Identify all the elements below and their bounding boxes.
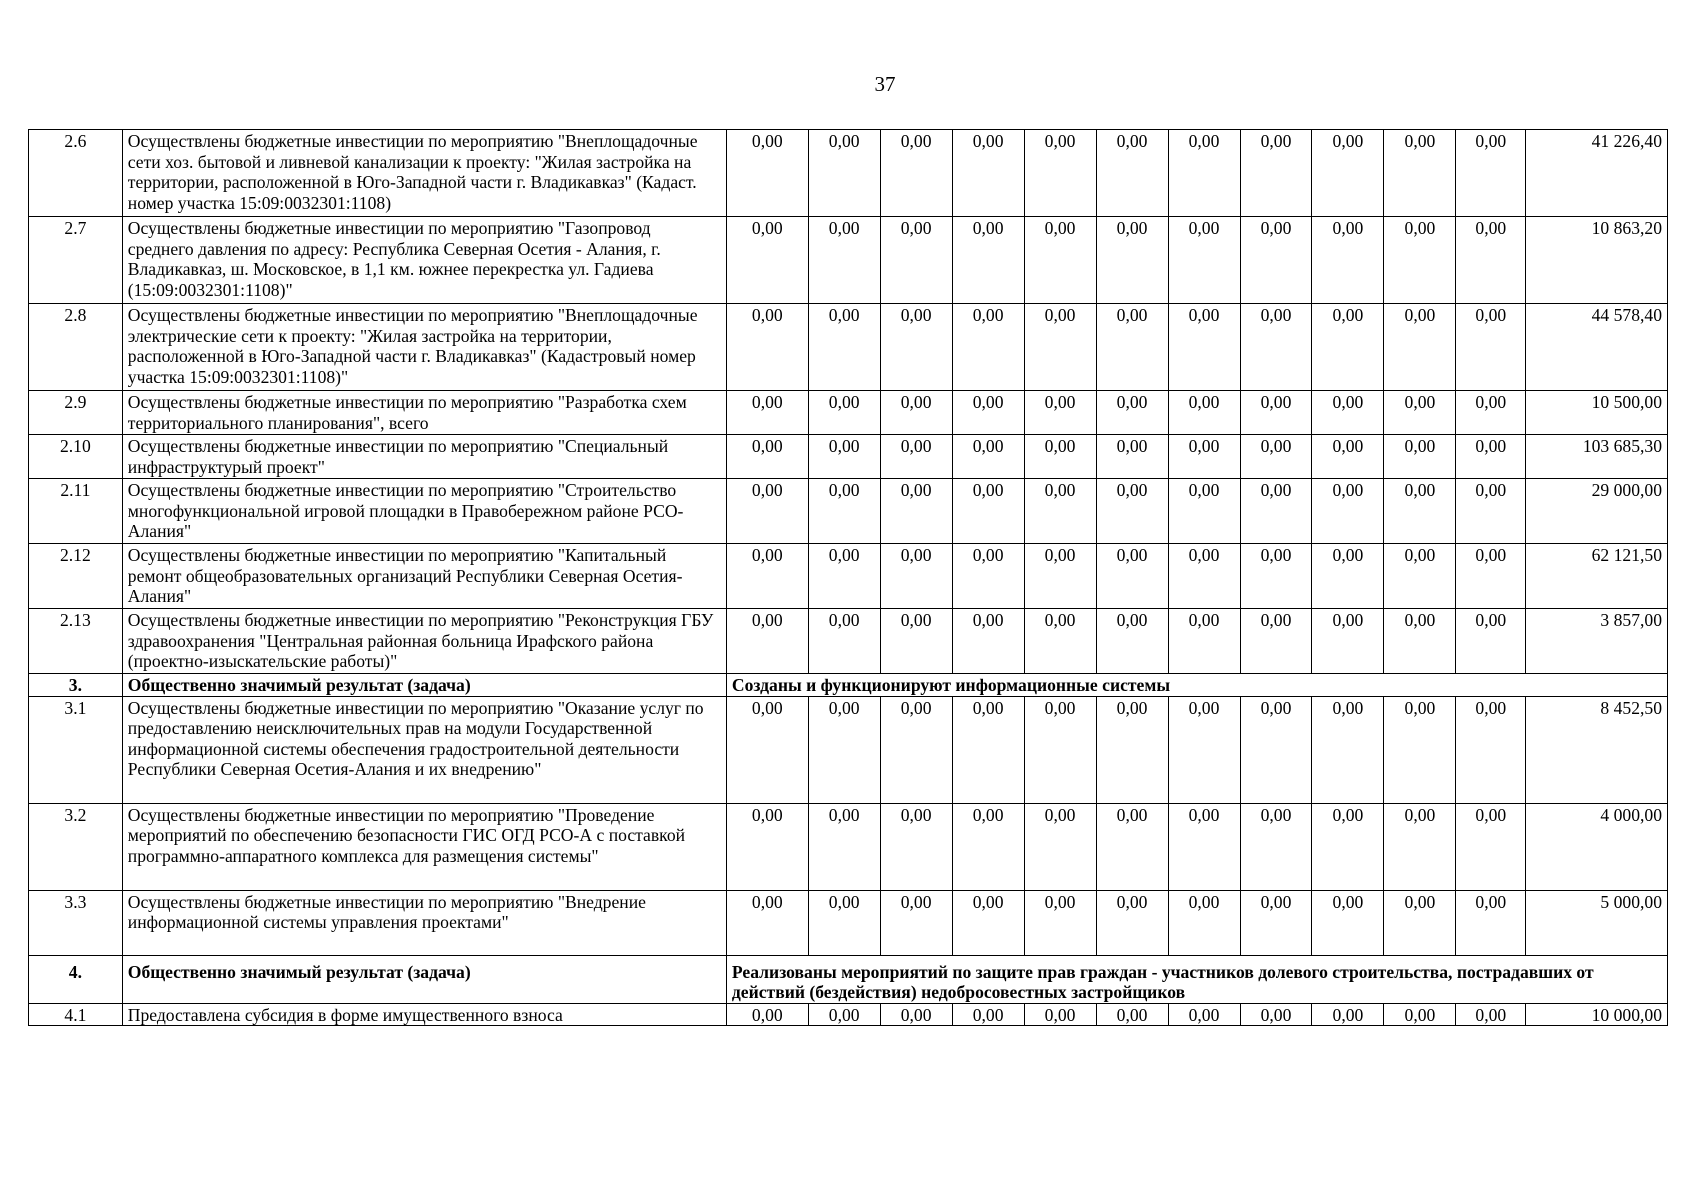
value-cell: 0,00 <box>1240 435 1312 479</box>
value-cell: 0,00 <box>952 130 1024 217</box>
table-row <box>29 479 1668 544</box>
value-cell: 0,00 <box>726 1003 808 1026</box>
section-number: 4. <box>29 955 123 1003</box>
value-cell: 0,00 <box>1168 304 1240 391</box>
value-cell: 0,00 <box>808 1003 880 1026</box>
value-cell: 0,00 <box>1096 130 1168 217</box>
value-cell: 0,00 <box>726 130 808 217</box>
value-cell: 0,00 <box>1384 696 1456 803</box>
value-cell: 0,00 <box>1168 479 1240 544</box>
value-cell: 0,00 <box>1096 544 1168 609</box>
row-description: Осуществлены бюджетные инвестиции по мероприятию "Специальный инфраструктурый проект" <box>122 435 726 479</box>
value-cell: 0,00 <box>1096 1003 1168 1026</box>
total-cell: 29 000,00 <box>1526 479 1668 544</box>
value-cell: 0,00 <box>952 304 1024 391</box>
row-description: Предоставлена субсидия в форме имущественного взноса <box>122 1003 726 1026</box>
value-cell: 0,00 <box>1456 1003 1526 1026</box>
total-cell: 44 578,40 <box>1526 304 1668 391</box>
row-number: 2.13 <box>29 609 123 674</box>
section-label: Общественно значимый результат (задача) <box>122 955 726 1003</box>
value-cell: 0,00 <box>880 304 952 391</box>
value-cell: 0,00 <box>726 435 808 479</box>
value-cell: 0,00 <box>726 696 808 803</box>
value-cell: 0,00 <box>1312 479 1384 544</box>
value-cell: 0,00 <box>1168 435 1240 479</box>
table-body <box>29 130 1668 1026</box>
value-cell: 0,00 <box>1024 544 1096 609</box>
value-cell: 0,00 <box>1240 391 1312 435</box>
row-number: 3.2 <box>29 803 123 890</box>
value-cell: 0,00 <box>1096 803 1168 890</box>
value-cell: 0,00 <box>880 217 952 304</box>
value-cell: 0,00 <box>1384 391 1456 435</box>
value-cell: 0,00 <box>1096 479 1168 544</box>
value-cell: 0,00 <box>1024 890 1096 955</box>
value-cell: 0,00 <box>1096 435 1168 479</box>
section-row <box>29 955 1668 1003</box>
row-number: 3.1 <box>29 696 123 803</box>
value-cell: 0,00 <box>880 435 952 479</box>
value-cell: 0,00 <box>726 544 808 609</box>
value-cell: 0,00 <box>880 479 952 544</box>
value-cell: 0,00 <box>1312 609 1384 674</box>
table-row <box>29 130 1668 217</box>
total-cell: 8 452,50 <box>1526 696 1668 803</box>
value-cell: 0,00 <box>808 479 880 544</box>
value-cell: 0,00 <box>952 890 1024 955</box>
value-cell: 0,00 <box>1456 130 1526 217</box>
value-cell: 0,00 <box>1384 304 1456 391</box>
value-cell: 0,00 <box>880 696 952 803</box>
value-cell: 0,00 <box>1384 479 1456 544</box>
value-cell: 0,00 <box>880 391 952 435</box>
value-cell: 0,00 <box>1024 435 1096 479</box>
value-cell: 0,00 <box>1312 803 1384 890</box>
total-cell: 10 000,00 <box>1526 1003 1668 1026</box>
value-cell: 0,00 <box>1024 609 1096 674</box>
row-number: 2.7 <box>29 217 123 304</box>
table-row <box>29 435 1668 479</box>
value-cell: 0,00 <box>952 479 1024 544</box>
value-cell: 0,00 <box>1240 479 1312 544</box>
row-number: 2.12 <box>29 544 123 609</box>
row-description: Осуществлены бюджетные инвестиции по мероприятию "Оказание услуг по предоставлению неисключительных прав на модули Государственной информационной системы обеспечения градостроительной деятельности Республики Северная Осетия-Алания и их внедрению" <box>122 696 726 803</box>
value-cell: 0,00 <box>1312 130 1384 217</box>
row-description: Осуществлены бюджетные инвестиции по мероприятию "Газопровод среднего давления по адресу: Республика Северная Осетия - Алания, г. Владикавказ, ш. Московское, в 1,1 км. южнее перекрестка ул. Гадиева (15:09:0032301:1108)" <box>122 217 726 304</box>
value-cell: 0,00 <box>1456 696 1526 803</box>
table-row <box>29 391 1668 435</box>
value-cell: 0,00 <box>1024 1003 1096 1026</box>
value-cell: 0,00 <box>1240 890 1312 955</box>
value-cell: 0,00 <box>726 890 808 955</box>
row-description: Осуществлены бюджетные инвестиции по мероприятию "Внеплощадочные сети хоз. бытовой и ливневой канализации к проекту: "Жилая застройка на территории, расположенной в Юго-Западной части г. Владикавказ" (Кадаст. номер участка 15:09:0032301:1108) <box>122 130 726 217</box>
value-cell: 0,00 <box>726 217 808 304</box>
page-number: 37 <box>874 72 896 96</box>
section-row <box>29 674 1668 697</box>
value-cell: 0,00 <box>1168 1003 1240 1026</box>
value-cell: 0,00 <box>952 217 1024 304</box>
value-cell: 0,00 <box>880 609 952 674</box>
value-cell: 0,00 <box>1456 391 1526 435</box>
value-cell: 0,00 <box>808 391 880 435</box>
value-cell: 0,00 <box>808 217 880 304</box>
value-cell: 0,00 <box>1168 130 1240 217</box>
value-cell: 0,00 <box>726 304 808 391</box>
table-row <box>29 217 1668 304</box>
value-cell: 0,00 <box>952 696 1024 803</box>
value-cell: 0,00 <box>1240 217 1312 304</box>
value-cell: 0,00 <box>726 479 808 544</box>
table-row <box>29 544 1668 609</box>
row-number: 2.9 <box>29 391 123 435</box>
value-cell: 0,00 <box>1096 609 1168 674</box>
value-cell: 0,00 <box>1456 609 1526 674</box>
value-cell: 0,00 <box>952 803 1024 890</box>
value-cell: 0,00 <box>1168 696 1240 803</box>
total-cell: 103 685,30 <box>1526 435 1668 479</box>
total-cell: 3 857,00 <box>1526 609 1668 674</box>
value-cell: 0,00 <box>1168 609 1240 674</box>
value-cell: 0,00 <box>1168 544 1240 609</box>
section-number: 3. <box>29 674 123 697</box>
value-cell: 0,00 <box>726 803 808 890</box>
value-cell: 0,00 <box>1456 217 1526 304</box>
row-description: Осуществлены бюджетные инвестиции по мероприятию "Строительство многофункциональной игровой площадки в Правобережном районе РСО-Алания" <box>122 479 726 544</box>
value-cell: 0,00 <box>808 696 880 803</box>
value-cell: 0,00 <box>1024 696 1096 803</box>
total-cell: 10 863,20 <box>1526 217 1668 304</box>
value-cell: 0,00 <box>726 609 808 674</box>
value-cell: 0,00 <box>1384 217 1456 304</box>
total-cell: 10 500,00 <box>1526 391 1668 435</box>
value-cell: 0,00 <box>1240 696 1312 803</box>
value-cell: 0,00 <box>880 130 952 217</box>
value-cell: 0,00 <box>1312 391 1384 435</box>
row-description: Осуществлены бюджетные инвестиции по мероприятию "Проведение мероприятий по обеспечению безопасности ГИС ОГД РСО-А с поставкой программно-аппаратного комплекса для размещения системы" <box>122 803 726 890</box>
section-label: Общественно значимый результат (задача) <box>122 674 726 697</box>
value-cell: 0,00 <box>1096 696 1168 803</box>
value-cell: 0,00 <box>808 130 880 217</box>
value-cell: 0,00 <box>880 544 952 609</box>
value-cell: 0,00 <box>1384 890 1456 955</box>
value-cell: 0,00 <box>1240 803 1312 890</box>
table-row <box>29 609 1668 674</box>
value-cell: 0,00 <box>1096 890 1168 955</box>
value-cell: 0,00 <box>1168 391 1240 435</box>
row-number: 3.3 <box>29 890 123 955</box>
row-description: Осуществлены бюджетные инвестиции по мероприятию "Разработка схем территориального планирования", всего <box>122 391 726 435</box>
value-cell: 0,00 <box>952 391 1024 435</box>
budget-table <box>28 129 1668 1026</box>
value-cell: 0,00 <box>808 890 880 955</box>
value-cell: 0,00 <box>1240 609 1312 674</box>
table-row <box>29 890 1668 955</box>
total-cell: 62 121,50 <box>1526 544 1668 609</box>
value-cell: 0,00 <box>1456 304 1526 391</box>
value-cell: 0,00 <box>1312 217 1384 304</box>
value-cell: 0,00 <box>808 609 880 674</box>
value-cell: 0,00 <box>1384 803 1456 890</box>
table-row <box>29 803 1668 890</box>
value-cell: 0,00 <box>1312 544 1384 609</box>
value-cell: 0,00 <box>1456 479 1526 544</box>
value-cell: 0,00 <box>1456 544 1526 609</box>
row-description: Осуществлены бюджетные инвестиции по мероприятию "Капитальный ремонт общеобразовательных организаций Республики Северная Осетия-Алания" <box>122 544 726 609</box>
value-cell: 0,00 <box>1312 435 1384 479</box>
value-cell: 0,00 <box>952 1003 1024 1026</box>
value-cell: 0,00 <box>1456 435 1526 479</box>
row-number: 2.8 <box>29 304 123 391</box>
value-cell: 0,00 <box>1240 544 1312 609</box>
value-cell: 0,00 <box>1024 217 1096 304</box>
row-number: 4.1 <box>29 1003 123 1026</box>
value-cell: 0,00 <box>1312 304 1384 391</box>
value-cell: 0,00 <box>952 544 1024 609</box>
total-cell: 5 000,00 <box>1526 890 1668 955</box>
value-cell: 0,00 <box>1456 803 1526 890</box>
section-description: Реализованы мероприятий по защите прав граждан - участников долевого строительства, пострадавших от действий (бездействия) недобросовестных застройщиков <box>726 955 1667 1003</box>
value-cell: 0,00 <box>1240 1003 1312 1026</box>
value-cell: 0,00 <box>1456 890 1526 955</box>
value-cell: 0,00 <box>808 803 880 890</box>
row-number: 2.6 <box>29 130 123 217</box>
value-cell: 0,00 <box>1384 1003 1456 1026</box>
value-cell: 0,00 <box>1240 304 1312 391</box>
total-cell: 4 000,00 <box>1526 803 1668 890</box>
section-description: Созданы и функционируют информационные системы <box>726 674 1667 697</box>
value-cell: 0,00 <box>1168 803 1240 890</box>
value-cell: 0,00 <box>880 890 952 955</box>
value-cell: 0,00 <box>808 304 880 391</box>
value-cell: 0,00 <box>808 544 880 609</box>
row-description: Осуществлены бюджетные инвестиции по мероприятию "Реконструкция ГБУ здравоохранения "Центральная районная больница Ирафского района (проектно-изыскательские работы)" <box>122 609 726 674</box>
value-cell: 0,00 <box>808 435 880 479</box>
value-cell: 0,00 <box>1312 1003 1384 1026</box>
value-cell: 0,00 <box>1168 890 1240 955</box>
value-cell: 0,00 <box>1384 609 1456 674</box>
value-cell: 0,00 <box>952 435 1024 479</box>
table-row <box>29 304 1668 391</box>
value-cell: 0,00 <box>1312 696 1384 803</box>
row-description: Осуществлены бюджетные инвестиции по мероприятию "Внеплощадочные электрические сети к проекту: "Жилая застройка на территории, расположенной в Юго-Западной части г. Владикавказ" (Кадастровый номер участка 15:09:0032301:1108)" <box>122 304 726 391</box>
value-cell: 0,00 <box>1384 130 1456 217</box>
value-cell: 0,00 <box>1024 130 1096 217</box>
value-cell: 0,00 <box>1024 391 1096 435</box>
value-cell: 0,00 <box>1240 130 1312 217</box>
row-number: 2.10 <box>29 435 123 479</box>
value-cell: 0,00 <box>1384 544 1456 609</box>
value-cell: 0,00 <box>1384 435 1456 479</box>
row-description: Осуществлены бюджетные инвестиции по мероприятию "Внедрение информационной системы управления проектами" <box>122 890 726 955</box>
value-cell: 0,00 <box>1312 890 1384 955</box>
value-cell: 0,00 <box>1024 304 1096 391</box>
value-cell: 0,00 <box>880 1003 952 1026</box>
value-cell: 0,00 <box>1096 304 1168 391</box>
value-cell: 0,00 <box>880 803 952 890</box>
row-number: 2.11 <box>29 479 123 544</box>
value-cell: 0,00 <box>952 609 1024 674</box>
value-cell: 0,00 <box>1096 391 1168 435</box>
value-cell: 0,00 <box>1168 217 1240 304</box>
table-row <box>29 696 1668 803</box>
value-cell: 0,00 <box>1096 217 1168 304</box>
total-cell: 41 226,40 <box>1526 130 1668 217</box>
table-row <box>29 1003 1668 1026</box>
value-cell: 0,00 <box>1024 479 1096 544</box>
value-cell: 0,00 <box>1024 803 1096 890</box>
value-cell: 0,00 <box>726 391 808 435</box>
